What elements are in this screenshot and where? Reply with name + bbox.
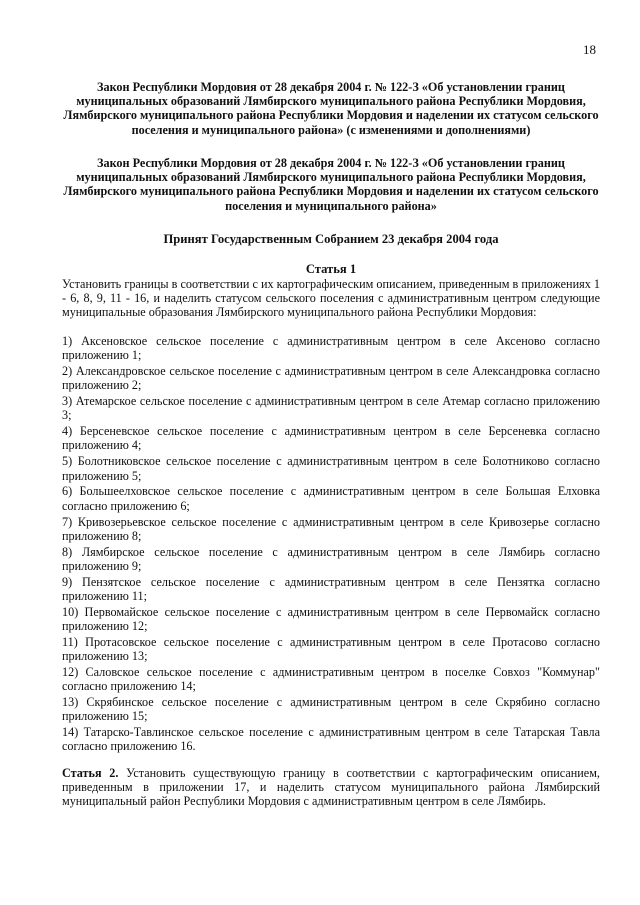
list-item: 11) Протасовское сельское поселение с административным центром в селе Протасово согласно приложению 13; [62, 634, 600, 664]
list-item: 8) Лямбирское сельское поселение с административным центром в селе Лямбирь согласно приложению 9; [62, 544, 600, 573]
list-item: 10) Первомайское сельское поселение с административным центром в селе Первомайск согласно приложению 12; [62, 604, 600, 634]
list-item: 6) Большеелховское сельское поселение с административным центром в селе Большая Елховка согласно приложению 6; [62, 484, 600, 513]
article-2 [62, 766, 600, 809]
article-1-intro: Установить границы в соответствии с их картографическим описанием, приведенным в приложениях 1 - 6, 8, 9, 11 - 16, и наделить статусом сельского поселения с административным центром следующие муниципальные образования Лямбирского муниципального района Республики Мордовия: [62, 277, 600, 320]
document-title-full: Закон Республики Мордовия от 28 декабря 2004 г. № 122-З «Об установлении границ муниципальных образований Лямбирского муниципального района Республики Мордовия, Лямбирского муниципального района Республики Мордовия и наделении их статусом сельского поселения и муниципального района» (с изменениями и дополнениями) [63, 80, 599, 137]
list-item: 13) Скрябинское сельское поселение с административным центром в селе Скрябино согласно приложению 15; [62, 695, 600, 724]
article-2-text: Установить существующую границу в соответствии с картографическим описанием, приведенным в приложении 17, и наделить статусом муниципального района Лямбирский муниципальный район Республики Мордовия с административным центром в селе Лямбирь. [62, 766, 600, 809]
settlement-list [62, 334, 600, 755]
page-number: 18 [583, 42, 596, 57]
list-item: 4) Берсеневское сельское поселение с административным центром в селе Берсеневка согласно приложению 4; [62, 424, 600, 453]
list-item: 12) Саловское сельское поселение с административным центром в поселке Совхоз "Коммунар" согласно приложению 14; [62, 665, 600, 694]
document-title: Закон Республики Мордовия от 28 декабря 2004 г. № 122-З «Об установлении границ муниципальных образований Лямбирского муниципального района Республики Мордовия, Лямбирского муниципального района Республики Мордовия и наделении их статусом сельского поселения и муниципального района» [63, 156, 599, 213]
list-item: 5) Болотниковское сельское поселение с административным центром в селе Болотниково согласно приложению 5; [62, 454, 600, 483]
list-item: 7) Кривозерьевское сельское поселение с административным центром в селе Кривозерье согласно приложению 8; [62, 514, 600, 543]
article-2-label: Статья 2. [62, 766, 119, 780]
list-item: 14) Татарско-Тавлинское сельское поселение с административным центром в селе Татарская Тавла согласно приложению 16. [62, 725, 600, 754]
list-item: 2) Александровское сельское поселение с административным центром в селе Александровка согласно приложению 2; [62, 364, 600, 393]
list-item: 1) Аксеновское сельское поселение с административным центром в селе Аксеново согласно приложению 1; [62, 334, 600, 363]
list-item: 9) Пензятское сельское поселение с административным центром в селе Пензятка согласно приложению 11; [62, 574, 600, 603]
adoption-date: Принят Государственным Собранием 23 декабря 2004 года [163, 232, 499, 246]
article-1-heading: Статья 1 [305, 262, 357, 276]
list-item: 3) Атемарское сельское поселение с административным центром в селе Атемар согласно приложению 3; [62, 394, 600, 423]
